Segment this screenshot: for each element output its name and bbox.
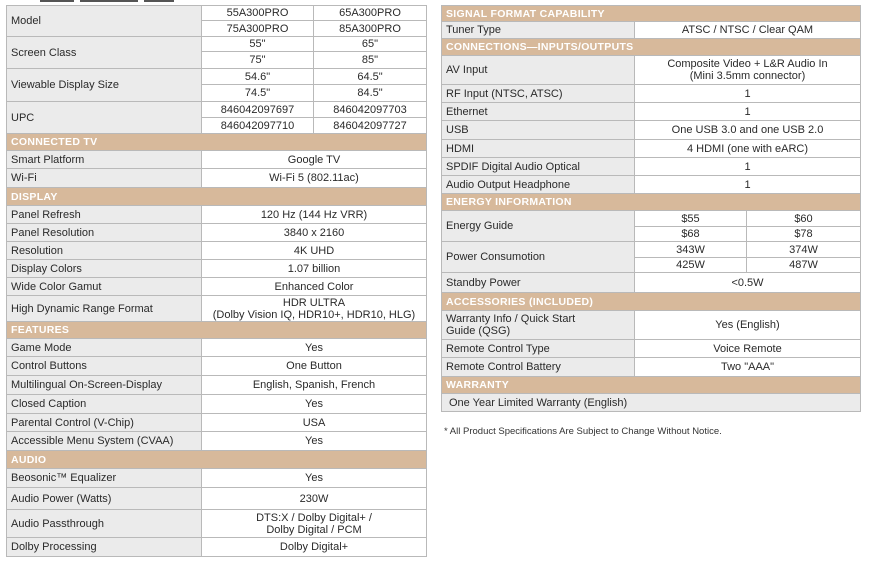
spec-label: Parental Control (V-Chip) [6, 414, 202, 432]
spec-label: Audio Output Headphone [441, 176, 635, 194]
screen-class-75: 75" [202, 52, 314, 69]
viewable-size-label: Viewable Display Size [6, 69, 202, 102]
section-energy: ENERGY INFORMATION [441, 194, 861, 211]
spec-label: Audio Power (Watts) [6, 488, 202, 510]
spec-value: Wi-Fi 5 (802.11ac) [202, 169, 427, 188]
passthrough-line2: Dolby Digital / PCM [266, 523, 362, 536]
spec-value: Yes [202, 469, 427, 488]
model-85: 85A300PRO [314, 21, 427, 37]
dolby-processing-value: Dolby Digital+ [202, 538, 427, 557]
spec-value: Yes [202, 432, 427, 451]
warranty-info-value: Yes (English) [635, 311, 861, 340]
section-connections: CONNECTIONS—INPUTS/OUTPUTS [441, 39, 861, 56]
upc-55: 846042097697 [202, 102, 314, 118]
spec-label: USB [441, 121, 635, 140]
spec-value: USA [202, 414, 427, 432]
av-input-line2: (Mini 3.5mm connector) [689, 70, 806, 82]
audio-passthrough-label: Audio Passthrough [6, 510, 202, 538]
spec-label: Game Mode [6, 339, 202, 357]
av-input-value [635, 56, 861, 85]
warranty-info-line2: Guide (QSG) [446, 325, 511, 337]
power-consumption-label: Power Consumotion [441, 242, 635, 273]
warranty-info-label [441, 311, 635, 340]
spec-value: 4K UHD [202, 242, 427, 260]
screen-class-55: 55" [202, 37, 314, 52]
spec-label: Panel Resolution [6, 224, 202, 242]
right-spec-table [441, 5, 861, 412]
viewable-65: 64.5" [314, 69, 427, 85]
warranty-value: One Year Limited Warranty (English) [441, 394, 861, 412]
upc-label: UPC [6, 102, 202, 134]
spec-value: English, Spanish, French [202, 376, 427, 395]
spec-label: Multilingual On-Screen-Display [6, 376, 202, 395]
av-input-line1: Composite Video + L&R Audio In [667, 58, 828, 70]
spec-value: 1 [635, 158, 861, 176]
spec-label: HDMI [441, 140, 635, 158]
hdr-format-line2: (Dolby Vision IQ, HDR10+, HDR10, HLG) [212, 308, 416, 321]
spec-value: 1 [635, 176, 861, 194]
spec-value: 1 [635, 85, 861, 103]
spec-value: 3840 x 2160 [202, 224, 427, 242]
spec-value: Voice Remote [635, 340, 861, 358]
spec-label: SPDIF Digital Audio Optical [441, 158, 635, 176]
section-signal-format: SIGNAL FORMAT CAPABILITY [441, 5, 861, 22]
upc-65: 846042097703 [314, 102, 427, 118]
spec-value: 1.07 billion [202, 260, 427, 278]
model-55: 55A300PRO [202, 5, 314, 21]
spec-label: RF Input (NTSC, ATSC) [441, 85, 635, 103]
spec-label: Resolution [6, 242, 202, 260]
standby-power-label: Standby Power [441, 273, 635, 293]
model-75: 75A300PRO [202, 21, 314, 37]
section-display: DISPLAY [6, 188, 427, 206]
passthrough-line1: DTS:X / Dolby Digital+ / [256, 511, 372, 524]
energy-guide-value: $78 [747, 227, 861, 242]
spec-label: Wide Color Gamut [6, 278, 202, 296]
viewable-55: 54.6" [202, 69, 314, 85]
power-value: 374W [747, 242, 861, 258]
viewable-85: 84.5" [314, 85, 427, 102]
cropped-text-fragment [40, 0, 190, 3]
spec-value: Two "AAA" [635, 358, 861, 377]
spec-label: Panel Refresh [6, 206, 202, 224]
power-value: 425W [635, 258, 747, 273]
power-value: 343W [635, 242, 747, 258]
spec-label: Remote Control Battery [441, 358, 635, 377]
screen-class-label: Screen Class [6, 37, 202, 69]
dolby-processing-label: Dolby Processing [6, 538, 202, 557]
spec-value: Google TV [202, 151, 427, 169]
spec-value: 1 [635, 103, 861, 121]
section-audio: AUDIO [6, 451, 427, 469]
hdr-format-label: High Dynamic Range Format [6, 296, 202, 322]
model-65: 65A300PRO [314, 5, 427, 21]
spec-label: Accessible Menu System (CVAA) [6, 432, 202, 451]
spec-label: Remote Control Type [441, 340, 635, 358]
power-value: 487W [747, 258, 861, 273]
spec-value: One Button [202, 357, 427, 376]
spec-value: 4 HDMI (one with eARC) [635, 140, 861, 158]
section-warranty: WARRANTY [441, 377, 861, 394]
left-spec-table [6, 5, 427, 557]
standby-power-value: <0.5W [635, 273, 861, 293]
energy-guide-label: Energy Guide [441, 211, 635, 242]
spec-label: Display Colors [6, 260, 202, 278]
hdr-format-value [202, 296, 427, 322]
spec-value: 120 Hz (144 Hz VRR) [202, 206, 427, 224]
spec-value: Yes [202, 339, 427, 357]
footnote: * All Product Specifications Are Subject to Change Without Notice. [444, 426, 722, 437]
spec-label: Beosonic™ Equalizer [6, 469, 202, 488]
screen-class-65: 65" [314, 37, 427, 52]
viewable-75: 74.5" [202, 85, 314, 102]
section-connected-tv: CONNECTED TV [6, 134, 427, 151]
spec-label: Ethernet [441, 103, 635, 121]
spec-label: Wi-Fi [6, 169, 202, 188]
warranty-info-line1: Warranty Info / Quick Start [446, 313, 576, 325]
tuner-type-label: Tuner Type [441, 22, 635, 39]
spec-value: Yes [202, 395, 427, 414]
spec-value: One USB 3.0 and one USB 2.0 [635, 121, 861, 140]
spec-value: 230W [202, 488, 427, 510]
hdr-format-line1: HDR ULTRA [282, 296, 346, 309]
audio-passthrough-value [202, 510, 427, 538]
upc-85: 846042097727 [314, 118, 427, 134]
energy-guide-value: $60 [747, 211, 861, 227]
energy-guide-value: $55 [635, 211, 747, 227]
spec-value: Enhanced Color [202, 278, 427, 296]
section-features: FEATURES [6, 322, 427, 339]
screen-class-85: 85" [314, 52, 427, 69]
spec-label: Closed Caption [6, 395, 202, 414]
spec-label: Control Buttons [6, 357, 202, 376]
spec-label: Smart Platform [6, 151, 202, 169]
av-input-label: AV Input [441, 56, 635, 85]
upc-75: 846042097710 [202, 118, 314, 134]
tuner-type-value: ATSC / NTSC / Clear QAM [635, 22, 861, 39]
model-label: Model [6, 5, 202, 37]
energy-guide-value: $68 [635, 227, 747, 242]
section-accessories: ACCESSORIES (INCLUDED) [441, 293, 861, 311]
